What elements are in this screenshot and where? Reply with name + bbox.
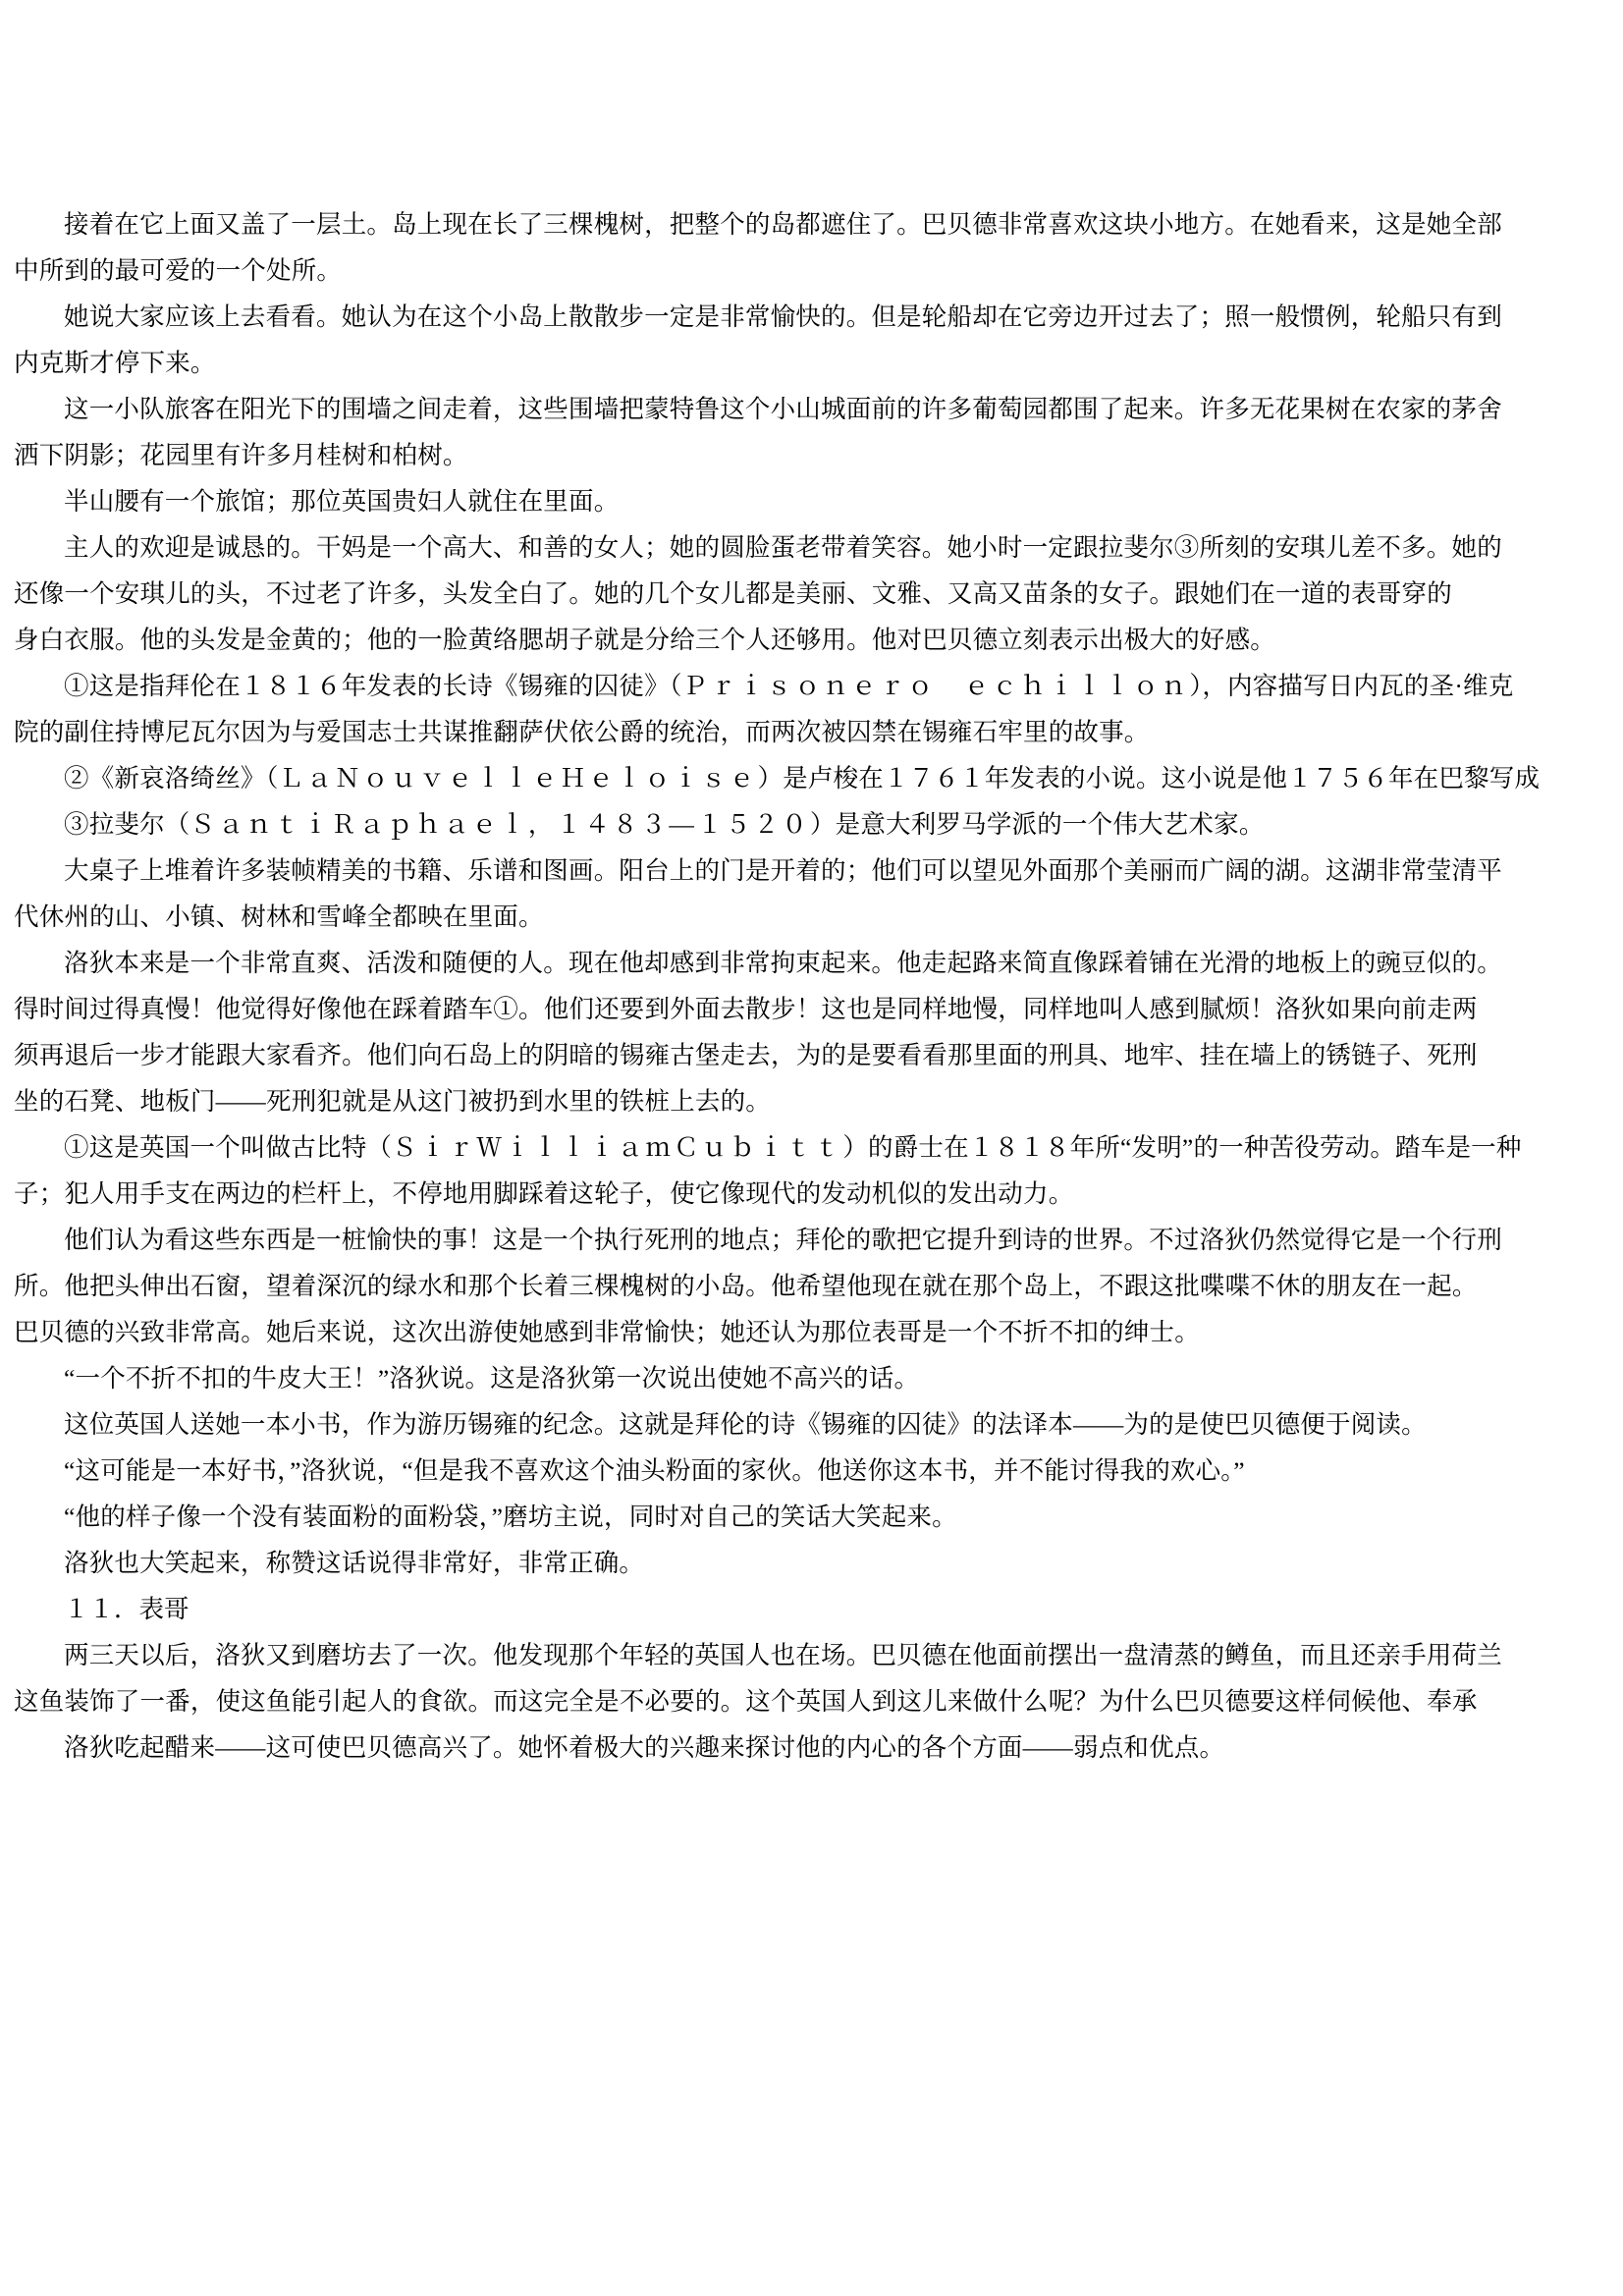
paragraph: 得时间过得真慢！他觉得好像他在踩着踏车①。他们还要到外面去散步！这也是同样地慢，同样地叫人感到腻烦！洛狄如果向前走两 [14,995,1478,1023]
paragraph: 身白衣服。他的头发是金黄的；他的一脸黄络腮胡子就是分给三个人还够用。他对巴贝德立刻表示出极大的好感。 [14,626,1276,654]
paragraph: 他们认为看这些东西是一桩愉快的事！这是一个执行死刑的地点；拜伦的歌把它提升到诗的世界。不过洛狄仍然觉得它是一个行刑 [64,1226,1502,1254]
paragraph: 这一小队旅客在阳光下的围墙之间走着，这些围墙把蒙特鲁这个小山城面前的许多葡萄园都围了起来。许多无花果树在农家的茅舍 [64,395,1502,423]
paragraph: 坐的石凳、地板门——死刑犯就是从这门被扔到水里的铁桩上去的。 [14,1087,772,1116]
paragraph: “一个不折不扣的牛皮大王！”洛狄说。这是洛狄第一次说出使她不高兴的话。 [64,1364,920,1393]
paragraph: 所。他把头伸出石窗，望着深沉的绿水和那个长着三棵槐树的小岛。他希望他现在就在那个岛上，不跟这批喋喋不休的朋友在一起。 [14,1272,1478,1300]
paragraph: 这鱼装饰了一番，使这鱼能引起人的食欲。而这完全是不必要的。这个英国人到这儿来做什么呢？为什么巴贝德要这样伺候他、奉承 [14,1687,1478,1716]
document-body [0,201,1623,1771]
paragraph: 巴贝德的兴致非常高。她后来说，这次出游使她感到非常愉快；她还认为那位表哥是一个不折不扣的绅士。 [14,1318,1200,1346]
footnote: ①这是英国一个叫做古比特（ＳｉｒＷｉｌｌｉａｍＣｕｂｉｔｔ）的爵士在１８１８年所“发明”的一种苦役劳动。踏车是一种 [64,1133,1522,1162]
footnote-continuation: 子；犯人用手支在两边的栏杆上，不停地用脚踩着这轮子，使它像现代的发动机似的发出动力。 [14,1179,1074,1208]
paragraph: 主人的欢迎是诚恳的。干妈是一个高大、和善的女人；她的圆脸蛋老带着笑容。她小时一定跟拉斐尔③所刻的安琪儿差不多。她的 [64,533,1502,562]
paragraph: 两三天以后，洛狄又到磨坊去了一次。他发现那个年轻的英国人也在场。巴贝德在他面前摆出一盘清蒸的鳟鱼，而且还亲手用荷兰 [64,1641,1502,1669]
footnote: ②《新哀洛绮丝》（ＬａＮｏｕｖｅｌｌｅＨｅｌｏｉｓｅ）是卢梭在１７６１年发表的小说。这小说是他１７５６年在巴黎写成 [64,764,1541,793]
section-heading: １１．表哥 [64,1595,189,1623]
paragraph: “他的样子像一个没有装面粉的面粉袋，”磨坊主说，同时对自己的笑话大笑起来。 [64,1503,957,1531]
paragraph: 她说大家应该上去看看。她认为在这个小岛上散散步一定是非常愉快的。但是轮船却在它旁边开过去了；照一般惯例，轮船只有到 [64,302,1502,331]
paragraph: 洛狄也大笑起来，称赞这话说得非常好，非常正确。 [64,1549,645,1577]
paragraph: 半山腰有一个旅馆；那位英国贵妇人就住在里面。 [64,487,620,516]
paragraph: 内克斯才停下来。 [14,349,216,377]
paragraph: 大桌子上堆着许多装帧精美的书籍、乐谱和图画。阳台上的门是开着的；他们可以望见外面那个美丽而广阔的湖。这湖非常莹清平 [64,856,1502,885]
footnote: ③拉斐尔（ＳａｎｔｉＲａｐｈａｅｌ，１４８３—１５２０）是意大利罗马学派的一个伟大艺术家。 [64,810,1265,839]
footnote-continuation: 院的副住持博尼瓦尔因为与爱国志士共谋推翻萨伏依公爵的统治，而两次被囚禁在锡雍石牢里的故事。 [14,718,1150,746]
paragraph: 代休州的山、小镇、树林和雪峰全都映在里面。 [14,902,544,931]
paragraph: 洒下阴影；花园里有许多月桂树和柏树。 [14,441,468,469]
paragraph: 接着在它上面又盖了一层土。岛上现在长了三棵槐树，把整个的岛都遮住了。巴贝德非常喜欢这块小地方。在她看来，这是她全部 [64,210,1502,239]
paragraph: “这可能是一本好书，”洛狄说，“但是我不喜欢这个油头粉面的家伙。他送你这本书，并不能讨得我的欢心。” [64,1456,1245,1485]
paragraph: 须再退后一步才能跟大家看齐。他们向石岛上的阴暗的锡雍古堡走去，为的是要看看那里面的刑具、地牢、挂在墙上的锈链子、死刑 [14,1041,1478,1069]
paragraph: 中所到的最可爱的一个处所。 [14,256,343,285]
footnote: ①这是指拜伦在１８１６年发表的长诗《锡雍的囚徒》（Ｐｒｉｓｏｎｅｒｏ ｅｃｈｉｌｌｏｎ），内容描写日内瓦的圣·维克 [64,672,1514,700]
paragraph: 洛狄本来是一个非常直爽、活泼和随便的人。现在他却感到非常拘束起来。他走起路来简直像踩着铺在光滑的地板上的豌豆似的。 [64,949,1502,977]
paragraph: 这位英国人送她一本小书，作为游历锡雍的纪念。这就是拜伦的诗《锡雍的囚徒》的法译本——为的是使巴贝德便于阅读。 [64,1410,1427,1439]
paragraph: 洛狄吃起醋来——这可使巴贝德高兴了。她怀着极大的兴趣来探讨他的内心的各个方面——弱点和优点。 [64,1733,1225,1762]
paragraph: 还像一个安琪儿的头，不过老了许多，头发全白了。她的几个女儿都是美丽、文雅、又高又苗条的女子。跟她们在一道的表哥穿的 [14,579,1452,608]
